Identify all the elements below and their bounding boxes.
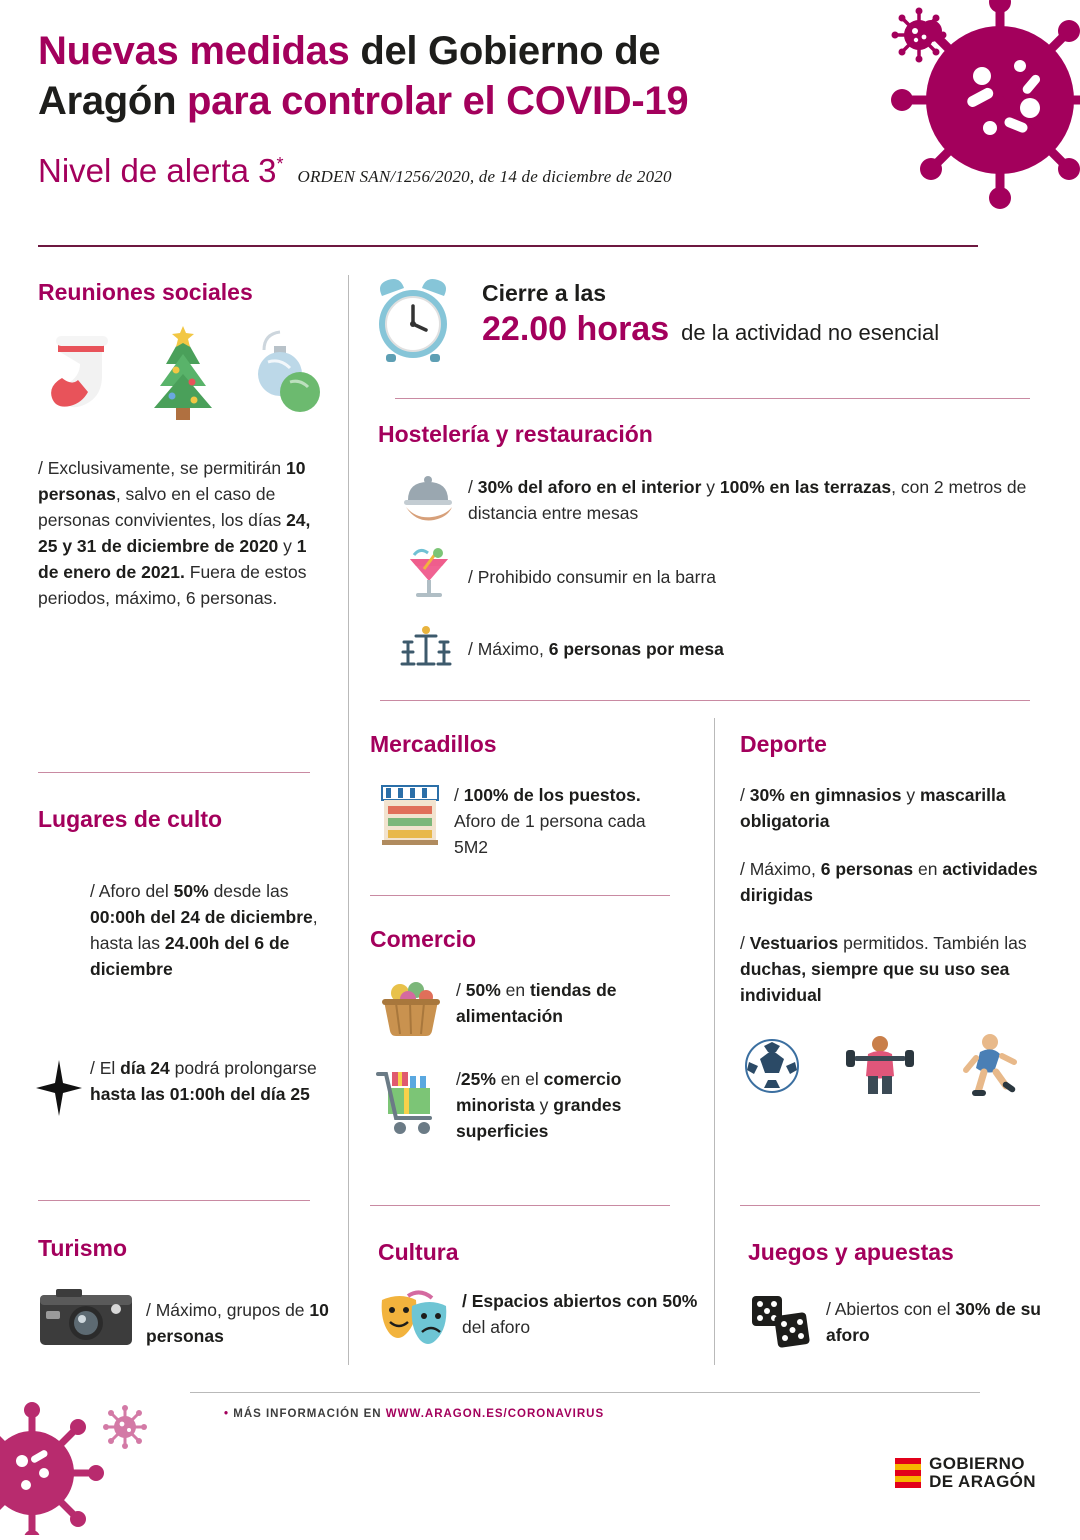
txt-b3: 1 de enero de 2021. <box>38 536 307 582</box>
txt-b2: . También las <box>923 933 1027 953</box>
reuniones-sociales-icons <box>38 326 328 416</box>
mercadillos-text <box>454 782 680 860</box>
divider-comercio-cultura <box>370 1205 670 1206</box>
txt-b1: 30% de su aforo <box>826 1299 1041 1345</box>
theatre-masks-icon <box>378 1288 450 1355</box>
txt-b1: 50% <box>465 980 501 1000</box>
txt-b1: 30% del aforo en el interior <box>477 477 702 497</box>
gov-logo-text <box>929 1455 1036 1491</box>
txt-b3: 24.00h del 6 de diciembre <box>90 933 290 979</box>
soccer-ball-icon <box>746 1040 798 1092</box>
txt-b1: 10 personas <box>38 458 306 504</box>
txt-b2: comercio minorista <box>456 1069 622 1115</box>
runner-icon <box>966 1034 1016 1096</box>
bar-table-stools-icon <box>396 622 456 675</box>
txt-pre: / <box>456 1069 461 1089</box>
virus-bottom-icon <box>0 1395 124 1535</box>
txt-mid2: y <box>534 1095 554 1115</box>
txt-b1: Vestuarios <box>749 933 839 953</box>
hosteleria-block <box>378 420 1038 675</box>
comercio-item-2 <box>370 1066 700 1144</box>
hosteleria-item-2 <box>378 547 1038 606</box>
section-title-mercadillos: Mercadillos <box>370 731 497 757</box>
txt-pre: / <box>740 785 750 805</box>
market-stall-svg <box>378 782 442 848</box>
mercadillos-item <box>370 782 680 860</box>
comercio-item-2-text <box>456 1066 700 1144</box>
txt-pre: / <box>468 477 478 497</box>
market-stall-icon <box>378 782 442 853</box>
txt-mid1: permitidos <box>838 933 924 953</box>
txt-mid1: en el <box>495 1069 544 1089</box>
divider-mercadillos-comercio <box>370 895 670 896</box>
christmas-bauble-icon <box>258 332 320 412</box>
cierre-line1: Cierre a las <box>482 280 607 306</box>
divider-hosteleria-mercadillos <box>380 700 1030 701</box>
food-cloche-icon <box>402 474 456 527</box>
hosteleria-item-2-text <box>468 564 1038 590</box>
star-sparkle-icon <box>36 1060 82 1121</box>
txt-pre: / <box>740 933 750 953</box>
virus-small2-icon <box>102 1404 148 1450</box>
txt-pre: / Aforo del <box>90 881 174 901</box>
title-part-2: del Gobierno de <box>349 29 661 73</box>
camera-icon <box>38 1285 134 1356</box>
section-title-turismo: Turismo <box>38 1235 128 1261</box>
gov-line-2: DE ARAGÓN <box>929 1472 1036 1491</box>
order-reference: ORDEN SAN/1256/2020, de 14 de diciembre de 2020 <box>297 167 672 186</box>
cierre-suffix: de la actividad no esencial <box>681 320 940 345</box>
txt-b1: 10 personas <box>146 1300 329 1346</box>
virus-icon <box>870 0 1080 238</box>
virus-small-icon <box>890 6 948 64</box>
title-part-4: para controlar el COVID-19 <box>187 79 689 123</box>
cultura-block <box>378 1238 698 1355</box>
alert-level-text: Nivel de alerta 3 <box>38 152 277 189</box>
basket-svg <box>378 977 444 1037</box>
divider-deporte-juegos <box>740 1205 1040 1206</box>
section-title-comercio: Comercio <box>370 926 477 952</box>
txt-mid2: , hasta las <box>90 907 318 953</box>
cocktail-svg <box>402 547 456 601</box>
header-divider <box>38 245 978 247</box>
txt-b1: 25% <box>460 1069 496 1089</box>
txt-b1: día 24 <box>120 1058 170 1078</box>
txt-b2: mascarilla obligatoria <box>740 785 1006 831</box>
txt-b2: hasta las 01:00h del día 25 <box>90 1084 310 1104</box>
shopping-basket-icon <box>378 977 444 1042</box>
cart-svg <box>374 1066 444 1138</box>
cierre-line2-row <box>482 310 1050 349</box>
txt-b2: 00:00h del 24 de diciembre <box>90 907 313 927</box>
txt-end: Aforo de 1 persona cada 5M2 <box>454 811 646 857</box>
comercio-item-1-text <box>456 977 700 1029</box>
christmas-icons-group <box>38 326 328 426</box>
deporte-block <box>740 730 1060 1105</box>
footer-url[interactable]: WWW.ARAGON.ES/CORONAVIRUS <box>385 1408 605 1420</box>
bar-table-svg <box>396 622 456 670</box>
mercadillos-block <box>370 730 680 860</box>
juegos-block <box>748 1238 1058 1359</box>
txt-b3: duchas, siempre que su uso sea individual <box>740 959 1010 1005</box>
section-title-deporte: Deporte <box>740 731 827 757</box>
camera-svg <box>38 1285 134 1351</box>
christmas-tree-icon <box>154 326 212 420</box>
divider-reuniones-culto <box>38 772 310 773</box>
txt-end: Fuera de estos periodos, máximo, 6 personas. <box>38 562 307 608</box>
txt-b1: 100% de los puestos. <box>463 785 641 805</box>
txt-pre: / <box>454 785 464 805</box>
cierre-text <box>468 278 1050 349</box>
alert-level <box>38 152 283 190</box>
deporte-item-1 <box>740 782 1060 834</box>
section-title-hosteleria: Hostelería y restauración <box>378 421 653 447</box>
turismo-text <box>146 1285 338 1349</box>
alert-level-asterisk: * <box>276 154 284 174</box>
txt-mid1: y <box>901 785 920 805</box>
comercio-block <box>370 925 700 1144</box>
section-title-juegos: Juegos y apuestas <box>748 1239 954 1265</box>
txt-b2: tiendas de alimentación <box>456 980 617 1026</box>
alarm-clock-icon <box>370 278 456 369</box>
hosteleria-item-1-text <box>468 474 1038 526</box>
deporte-icons <box>740 1030 1060 1105</box>
aragon-flag-icon <box>895 1458 921 1488</box>
juegos-item <box>748 1288 1058 1359</box>
txt-b1: 6 personas <box>820 859 914 879</box>
txt-end: , con 2 metros de distancia entre mesas <box>468 477 1027 523</box>
txt-mid1: podrá prolongarse <box>169 1058 317 1078</box>
section-title-reuniones-sociales: Reuniones sociales <box>38 279 253 305</box>
txt-mid1: desde las <box>208 881 289 901</box>
cierre-hours: 22.00 horas <box>482 310 670 348</box>
deporte-icons-group <box>740 1030 1030 1100</box>
txt-b1: 6 personas por mesa <box>548 638 724 659</box>
txt-b3: grandes superficies <box>456 1095 622 1141</box>
txt-b2: 100% en las terrazas <box>719 477 892 497</box>
alarm-clock-svg <box>370 278 456 364</box>
txt-pre: / El <box>90 1058 121 1078</box>
cocktail-icon <box>402 547 456 606</box>
txt-b1: 50% <box>173 881 209 901</box>
virus-graphic-bottom-left <box>0 1395 124 1535</box>
txt-mid1: en <box>500 980 530 1000</box>
divider-culto-turismo <box>38 1200 310 1201</box>
cloche-svg <box>402 474 456 522</box>
virus-graphic-small-top <box>890 6 948 64</box>
txt-pre: / <box>456 980 466 1000</box>
hosteleria-item-1 <box>378 474 1038 527</box>
txt-mid1: , salvo en el caso de personas convivientes, los días <box>38 484 287 530</box>
virus-graphic-bottom-left-small <box>102 1404 148 1450</box>
footer-bullet: • <box>224 1408 230 1420</box>
divider-center-right <box>714 718 715 1365</box>
hosteleria-item-3-text <box>468 636 1038 662</box>
txt-mid1: en <box>913 859 943 879</box>
weight-lifter-icon <box>846 1036 914 1094</box>
cultura-text <box>462 1288 698 1340</box>
dice-svg <box>748 1288 814 1354</box>
txt-pre: / Prohibido consumir en la barra <box>468 566 717 587</box>
footer-info <box>224 1408 604 1420</box>
cultura-item <box>378 1288 698 1355</box>
txt-b1: / Espacios abiertos con 50% <box>462 1291 698 1311</box>
txt-end: del aforo <box>462 1317 531 1337</box>
title-part-3: Aragón <box>38 79 188 123</box>
deporte-item-2 <box>740 856 1060 908</box>
txt-pre: / Máximo, <box>468 638 549 659</box>
txt-pre: / Máximo, grupos de <box>146 1300 310 1320</box>
juegos-text <box>826 1288 1058 1348</box>
turismo-item <box>38 1285 338 1356</box>
section-title-cultura: Cultura <box>378 1239 459 1265</box>
txt-mid2: y <box>278 536 297 556</box>
txt-pre: / Máximo, <box>740 859 821 879</box>
lugares-culto-item-1 <box>90 878 330 982</box>
page-title <box>38 26 868 126</box>
txt-b1: 30% en gimnasios <box>749 785 902 805</box>
lugares-culto-item-2 <box>90 1055 330 1107</box>
subtitle-row <box>38 152 868 190</box>
deporte-item-3 <box>740 930 1060 1008</box>
christmas-stocking-icon <box>51 336 108 407</box>
gov-line-1: GOBIERNO <box>929 1454 1025 1473</box>
divider-left-center <box>348 275 349 1365</box>
txt-pre: / Abiertos con el <box>826 1299 956 1319</box>
page-header <box>38 26 868 190</box>
gobierno-de-aragon-logo <box>895 1455 1036 1491</box>
footer-label: MÁS INFORMACIÓN EN <box>233 1408 386 1420</box>
masks-svg <box>378 1288 450 1350</box>
section-title-lugares-culto: Lugares de culto <box>38 806 223 832</box>
footer-divider <box>190 1392 980 1393</box>
title-part-1: Nuevas medidas <box>38 29 350 73</box>
virus-graphic-top-right <box>870 0 1080 238</box>
txt-b2: 24, 25 y 31 de diciembre de 2020 <box>38 510 311 556</box>
reuniones-sociales-text <box>38 455 323 611</box>
shopping-cart-icon <box>374 1066 444 1143</box>
dice-icon <box>748 1288 814 1359</box>
txt-pre: / Exclusivamente, se permitirán <box>38 458 287 478</box>
hosteleria-item-3 <box>378 622 1038 675</box>
cierre-block <box>370 278 1050 369</box>
txt-mid1: y <box>701 477 720 497</box>
txt-b2: actividades dirigidas <box>740 859 1038 905</box>
comercio-item-1 <box>370 977 700 1042</box>
star-icon <box>36 1060 82 1116</box>
divider-cierre-hosteleria <box>395 398 1030 399</box>
